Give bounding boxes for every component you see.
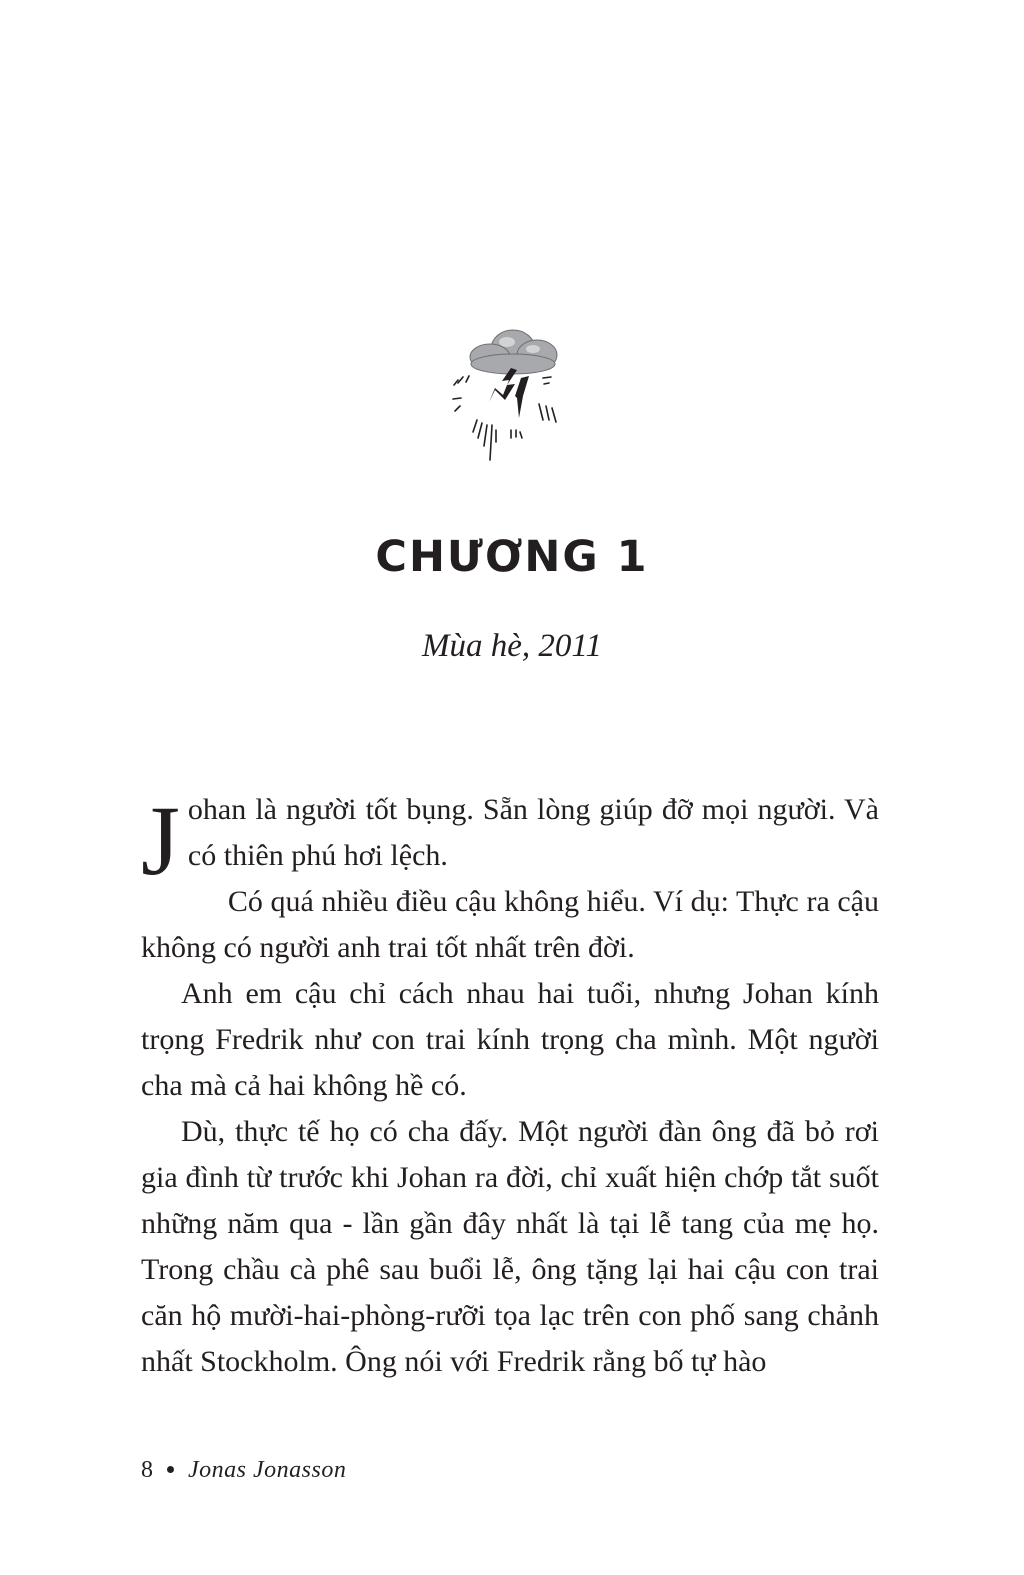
paragraph-3: Anh em cậu chỉ cách nhau hai tuổi, nhưng Johan kính trọng Fredrik như con trai kính trọng cha mình. Một người cha mà cả hai không hề có. [141,977,879,1102]
paragraph-1-text: ohan là người tốt bụng. Sẵn lòng giúp đỡ mọi người. Và có thiên phú hơi lệch. [187,793,879,872]
storm-cloud-lightning-icon [445,322,570,467]
chapter-title: CHƯƠNG 1 [375,532,649,582]
bullet-separator-icon [167,1466,174,1473]
author-name: Jonas Jonasson [188,1457,347,1483]
drop-cap: J [141,785,180,896]
paragraph-2: Có quá nhiều điều cậu không hiểu. Ví dụ: Thực ra cậu không có người anh trai tốt nhất trên đời. [141,885,879,964]
page-footer [141,1453,346,1487]
paragraph-4: Dù, thực tế họ có cha đấy. Một người đàn ông đã bỏ rơi gia đình từ trước khi Johan ra đời, chỉ xuất hiện chớp tắt suốt những năm qua - lần gần đây nhất là tại lễ tang của mẹ họ. Trong chầu cà phê sau buổi lễ, ông tặng lại hai cậu con trai căn hộ mười-hai-phòng-rưỡi tọa lạc trên con phố sang chảnh nhất Stockholm. Ông nói với Fredrik rằng bố tự hào [141,1115,879,1378]
page-number: 8 [141,1457,153,1483]
chapter-subtitle: Mùa hè, 2011 [422,628,602,664]
body-text [141,787,879,1385]
paragraph-1 [141,785,879,896]
